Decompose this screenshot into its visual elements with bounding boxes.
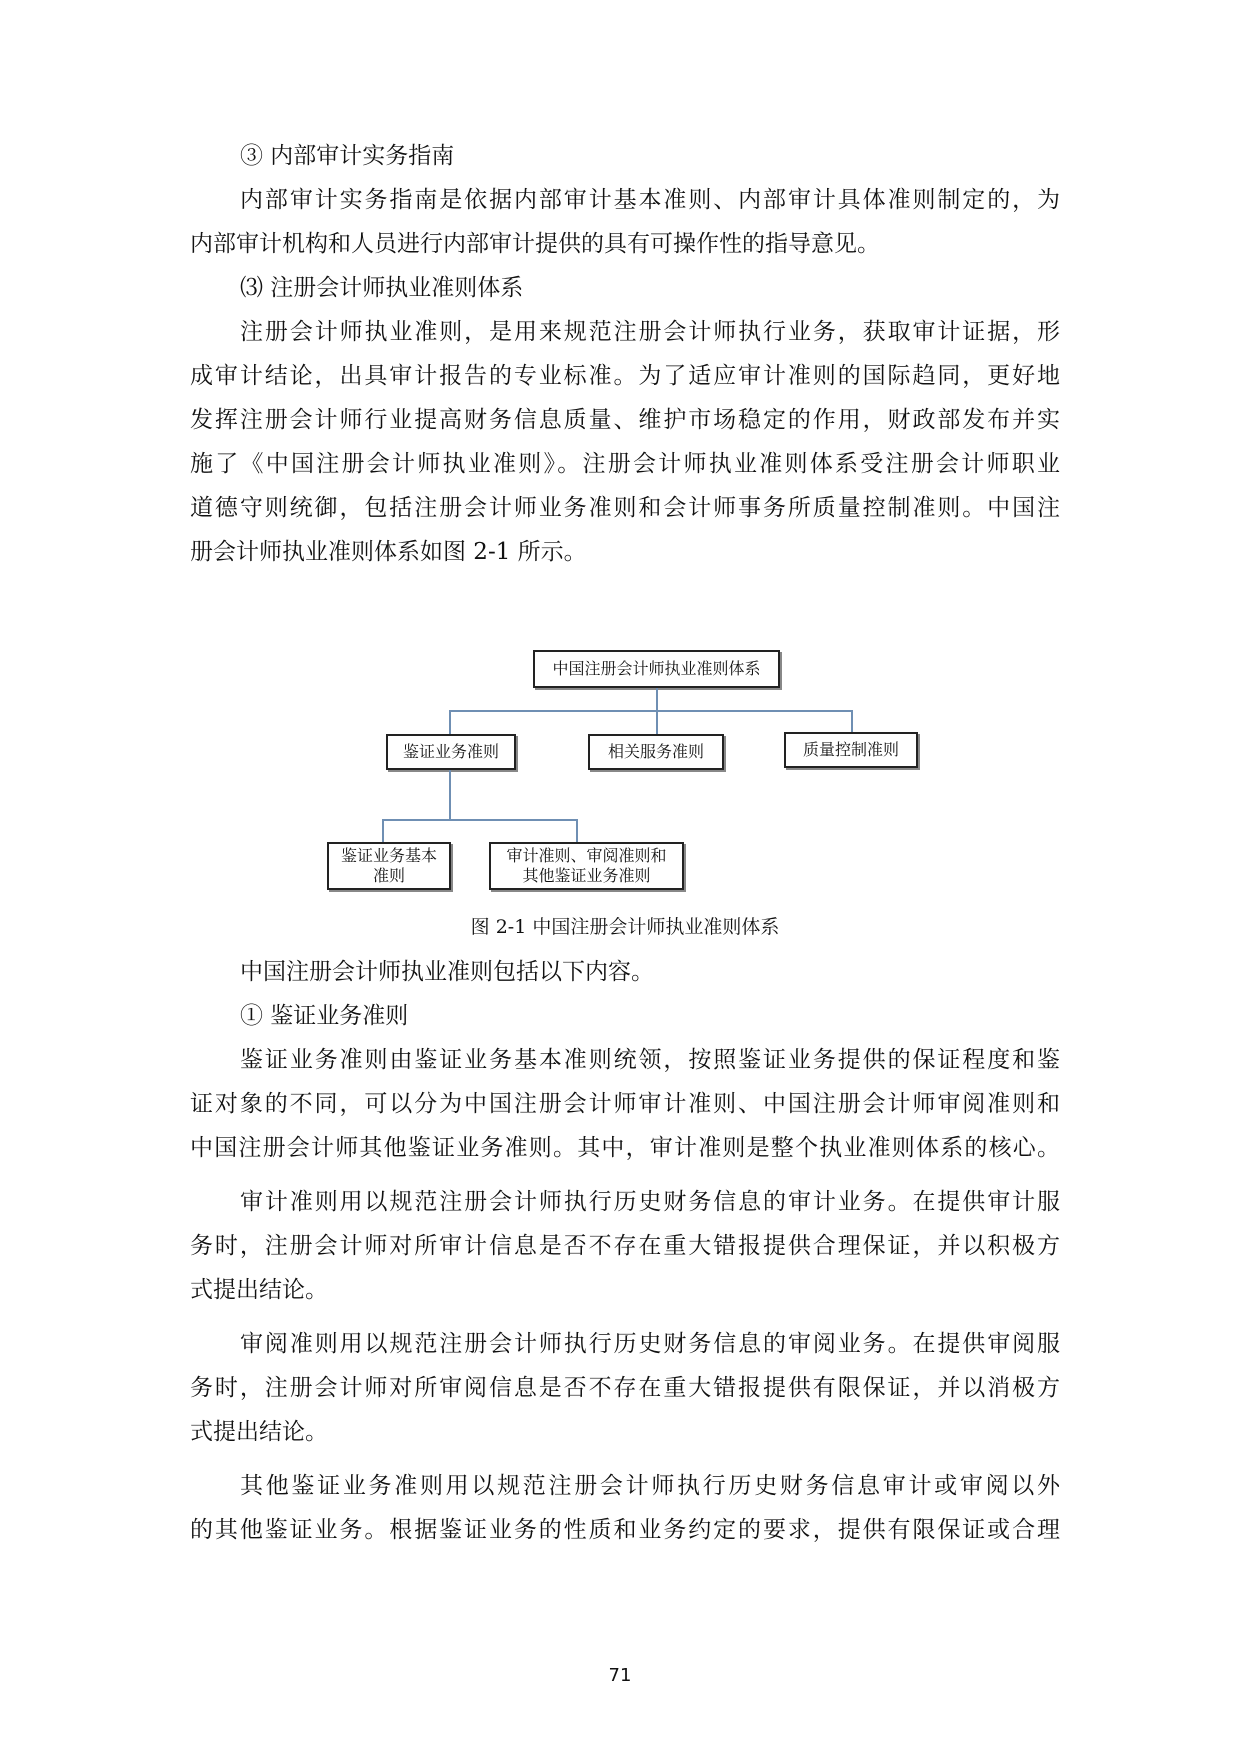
paragraph-line: 内部审计实务指南是依据内部审计基本准则、内部审计具体准则制定的，为	[240, 187, 1060, 213]
paragraph-line: 审阅准则用以规范注册会计师执行历史财务信息的审阅业务。在提供审阅服	[240, 1331, 1060, 1357]
paragraph-line: 务时，注册会计师对所审阅信息是否不存在重大错报提供有限保证，并以消极方	[190, 1375, 1060, 1401]
chart-node-root: 中国注册会计师执业准则体系	[533, 650, 780, 688]
section-heading-cpa-standards: ⑶ 注册会计师执业准则体系	[240, 275, 524, 301]
paragraph-line: 式提出结论。	[190, 1277, 328, 1303]
paragraph-line: 注册会计师执业准则，是用来规范注册会计师执行业务，获取审计证据，形	[240, 319, 1060, 345]
paragraph-line: 内部审计机构和人员进行内部审计提供的具有可操作性的指导意见。	[190, 231, 880, 257]
chart-connector	[382, 819, 384, 842]
chart-node-text: 其他鉴证业务准则	[522, 866, 651, 885]
section-heading-assurance: ① 鉴证业务准则	[240, 1003, 409, 1029]
page-number: 71	[608, 1665, 632, 1686]
paragraph-line: 中国注册会计师执业准则包括以下内容。	[240, 959, 654, 985]
chart-connector	[449, 770, 451, 820]
chart-node-quality-control: 质量控制准则	[784, 732, 918, 768]
paragraph-line: 施了《中国注册会计师执业准则》。注册会计师执业准则体系受注册会计师职业	[190, 451, 1060, 477]
figure-caption: 图 2-1 中国注册会计师执业准则体系	[470, 916, 780, 938]
paragraph-line: 务时，注册会计师对所审计信息是否不存在重大错报提供合理保证，并以积极方	[190, 1233, 1060, 1259]
chart-connector	[449, 710, 451, 734]
chart-connector	[656, 688, 658, 712]
paragraph-line: 其他鉴证业务准则用以规范注册会计师执行历史财务信息审计或审阅以外	[240, 1473, 1060, 1499]
paragraph-line: 道德守则统御，包括注册会计师业务准则和会计师事务所质量控制准则。中国注	[190, 495, 1060, 521]
paragraph-line: 式提出结论。	[190, 1419, 328, 1445]
paragraph-line: 鉴证业务准则由鉴证业务基本准则统领，按照鉴证业务提供的保证程度和鉴	[240, 1047, 1060, 1073]
chart-node-related-services: 相关服务准则	[588, 734, 724, 770]
chart-node-audit-review-other	[489, 842, 684, 890]
paragraph-line: 发挥注册会计师行业提高财务信息质量、维护市场稳定的作用，财政部发布并实	[190, 407, 1060, 433]
chart-node-text: 审计准则、审阅准则和	[506, 846, 667, 865]
paragraph-line: 的其他鉴证业务。根据鉴证业务的性质和业务约定的要求，提供有限保证或合理	[190, 1517, 1060, 1543]
chart-connector	[382, 819, 578, 821]
paragraph-line: 证对象的不同，可以分为中国注册会计师审计准则、中国注册会计师审阅准则和	[190, 1091, 1060, 1117]
chart-connector	[449, 710, 853, 712]
paragraph-line: 中国注册会计师其他鉴证业务准则。其中，审计准则是整个执业准则体系的核心。	[190, 1135, 1060, 1161]
chart-node-text: 鉴证业务基本	[340, 846, 437, 865]
chart-node-assurance-basic	[327, 842, 451, 890]
chart-connector	[576, 819, 578, 842]
paragraph-line: 成审计结论，出具审计报告的专业标准。为了适应审计准则的国际趋同，更好地	[190, 363, 1060, 389]
paragraph-line: 审计准则用以规范注册会计师执行历史财务信息的审计业务。在提供审计服	[240, 1189, 1060, 1215]
section-heading-internal-audit-guide: ③ 内部审计实务指南	[240, 143, 455, 169]
chart-connector	[656, 710, 658, 734]
chart-node-assurance: 鉴证业务准则	[386, 734, 516, 770]
paragraph-line: 册会计师执业准则体系如图 2-1 所示。	[190, 539, 587, 565]
chart-node-text: 准则	[372, 866, 405, 885]
chart-connector	[851, 710, 853, 734]
